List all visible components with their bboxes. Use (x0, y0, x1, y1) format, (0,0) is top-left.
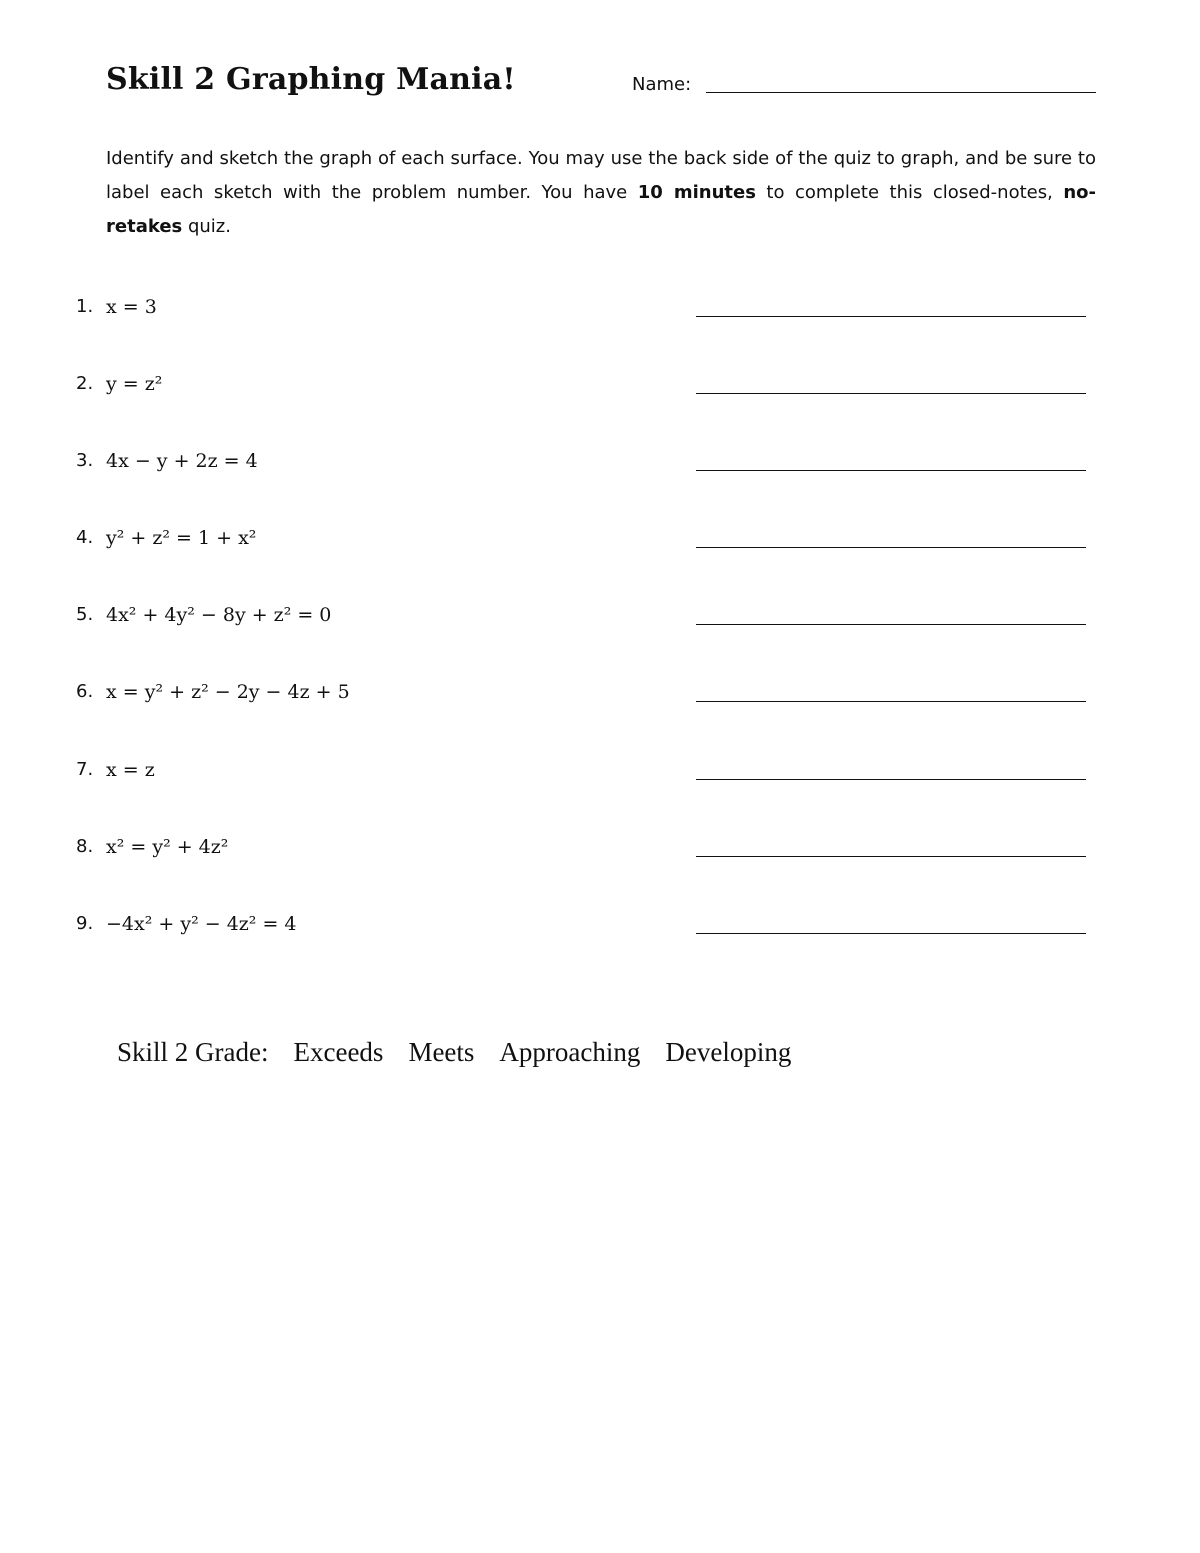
answer-line[interactable] (696, 624, 1086, 625)
problem-number: 9. (76, 913, 94, 934)
answer-line[interactable] (696, 779, 1086, 780)
grade-option-meets[interactable]: Meets (408, 1037, 475, 1067)
problem-equation: x = y² + z² − 2y − 4z + 5 (106, 681, 350, 703)
instructions-time-limit: 10 minutes (637, 182, 756, 203)
problem-equation: −4x² + y² − 4z² = 4 (106, 913, 297, 935)
instructions-text-2: to complete this closed-notes, (755, 182, 1064, 203)
instructions-no-retakes: no-retakes (106, 182, 1096, 237)
answer-line[interactable] (696, 547, 1086, 548)
grade-scale (117, 1037, 816, 1068)
problem-2 (0, 373, 1200, 403)
quiz-title: Skill 2 Graphing Mania! (106, 62, 516, 97)
grade-option-exceeds[interactable]: Exceeds (293, 1037, 384, 1067)
problem-equation: 4x − y + 2z = 4 (106, 450, 258, 472)
problem-equation: x² = y² + 4z² (106, 836, 229, 858)
answer-line[interactable] (696, 316, 1086, 317)
problem-9 (0, 913, 1200, 943)
problem-number: 1. (76, 296, 94, 317)
instructions-text-1: Identify and sketch the graph of each surface. You may use the back side of the quiz to graph, and be sure to label each sketch with the problem number. You have (106, 148, 1096, 203)
problem-5 (0, 604, 1200, 634)
problem-number: 4. (76, 527, 94, 548)
name-label: Name: (632, 74, 692, 95)
problem-number: 6. (76, 681, 94, 702)
problem-equation: x = z (106, 759, 155, 781)
grade-option-approaching[interactable]: Approaching (499, 1037, 641, 1067)
problem-6 (0, 681, 1200, 711)
problem-8 (0, 836, 1200, 866)
problem-7 (0, 759, 1200, 789)
problem-number: 5. (76, 604, 94, 625)
problem-4 (0, 527, 1200, 557)
problem-3 (0, 450, 1200, 480)
problem-number: 3. (76, 450, 94, 471)
instructions (106, 142, 1096, 244)
name-field-line[interactable] (706, 92, 1096, 93)
problem-1 (0, 296, 1200, 326)
problem-number: 2. (76, 373, 94, 394)
problem-equation: x = 3 (106, 296, 157, 318)
problem-equation: y² + z² = 1 + x² (106, 527, 257, 549)
answer-line[interactable] (696, 470, 1086, 471)
problem-equation: y = z² (106, 373, 163, 395)
problem-equation: 4x² + 4y² − 8y + z² = 0 (106, 604, 332, 626)
grade-label: Skill 2 Grade: (117, 1037, 269, 1067)
problem-number: 8. (76, 836, 94, 857)
problem-number: 7. (76, 759, 94, 780)
answer-line[interactable] (696, 701, 1086, 702)
answer-line[interactable] (696, 856, 1086, 857)
instructions-text-3: quiz. (182, 216, 231, 237)
answer-line[interactable] (696, 393, 1086, 394)
grade-option-developing[interactable]: Developing (665, 1037, 792, 1067)
answer-line[interactable] (696, 933, 1086, 934)
